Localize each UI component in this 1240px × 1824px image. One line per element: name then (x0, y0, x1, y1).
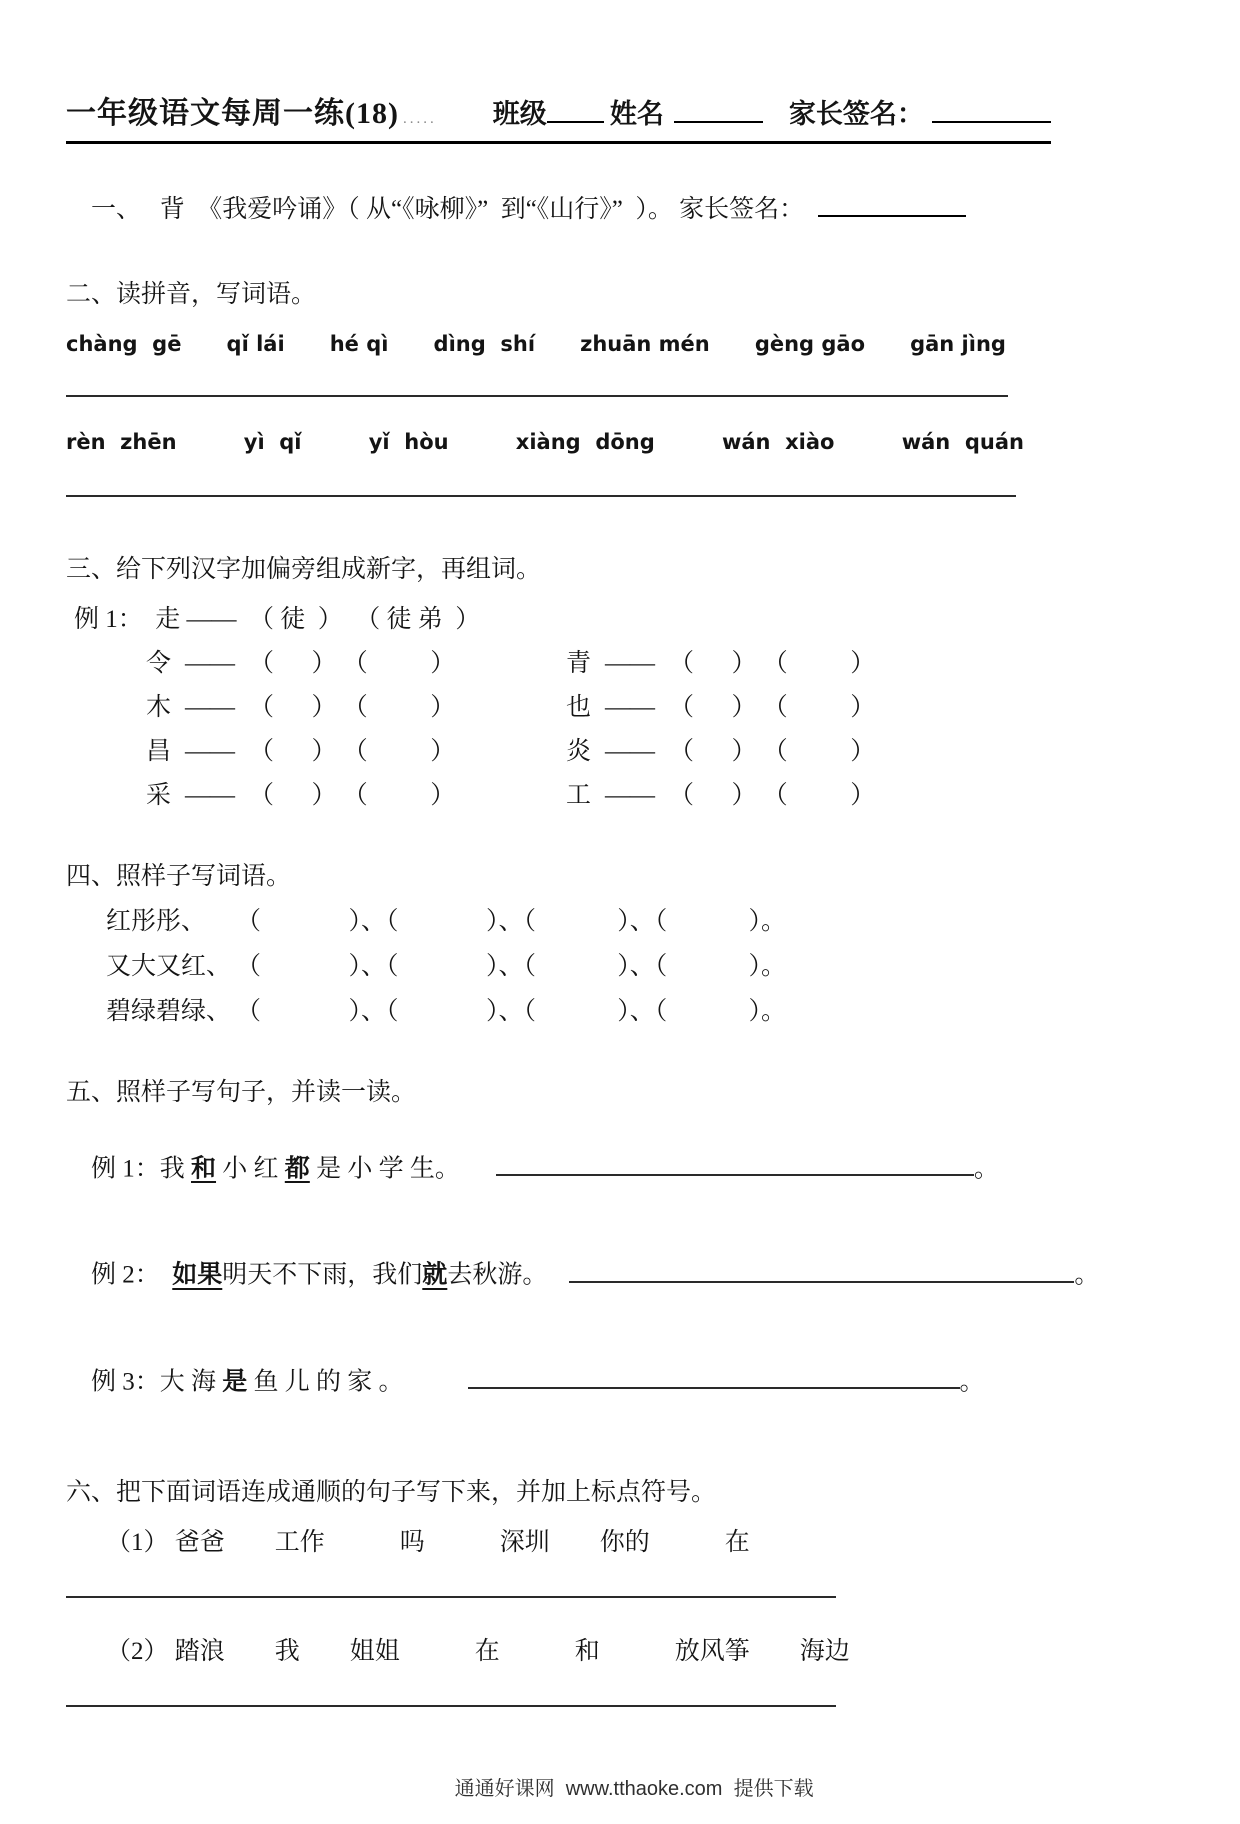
word-pattern-row (106, 952, 1180, 982)
char-cell-left (146, 781, 566, 811)
pinyin-word: wán quán (901, 429, 1024, 454)
section-3-example: 例 1： 走 —— （ 徒 ） （ 徒 弟 ） (74, 605, 481, 633)
sentence-example-3 (66, 1335, 1180, 1428)
period: 。 (1074, 1261, 1100, 1289)
arrow-dash: —— (185, 737, 236, 765)
word-list-2: （2） 踏浪 我 姐姐 在 和 放风筝 海边 (106, 1638, 850, 1666)
sentence-blank (496, 1152, 974, 1177)
title-dots: ..... (402, 111, 437, 127)
char-cell-left (146, 737, 566, 767)
arrow-dash: —— (185, 693, 236, 721)
arrow-dash: —— (605, 737, 656, 765)
sentence-text: 小 红 (216, 1155, 285, 1183)
name-blank (674, 97, 763, 123)
answer-line-2 (66, 495, 1016, 497)
blank-parens-short: （ ） (249, 781, 337, 809)
section-5-heading: 五、照样子写句子，并读一读。 (66, 1078, 417, 1106)
pinyin-word: gèng gāo (754, 331, 866, 356)
pattern-word: 又大又红、 (106, 952, 232, 980)
arrow-dash: —— (605, 693, 656, 721)
write-line-2 (66, 1705, 836, 1707)
sentence-example-2 (66, 1228, 1180, 1321)
word-pattern-row (106, 997, 1180, 1027)
base-char: 炎 (566, 737, 592, 765)
name-label: 姓名 (609, 99, 664, 129)
keyword: 就 (422, 1261, 448, 1289)
pinyin-word: dìng shí (433, 331, 536, 356)
base-char: 采 (146, 781, 172, 809)
blank-parens-long: （ ） (756, 781, 876, 809)
class-blank (547, 97, 604, 123)
blank-parens-short: （ ） (669, 737, 757, 765)
section-3-heading: 三、给下列汉字加偏旁组成新字，再组词。 (66, 555, 542, 583)
base-char: 令 (146, 649, 172, 677)
word-list-1: （1） 爸爸 工作 吗 深圳 你的 在 (106, 1529, 750, 1557)
sentence-text: 例 1：我 (91, 1155, 192, 1183)
sentence-blank (468, 1365, 960, 1390)
pinyin-word: xiàng dōng (515, 429, 655, 454)
pattern-blanks: （ ）、（ ）、（ ）、（ ）。 (236, 952, 787, 980)
section-4-heading: 四、照样子写词语。 (66, 862, 292, 890)
blank-parens-short: （ ） (669, 649, 757, 677)
base-char: 木 (146, 693, 172, 721)
pattern-blanks: （ ）、（ ）、（ ）、（ ）。 (236, 997, 787, 1025)
class-label: 班级 (492, 99, 547, 129)
char-row (146, 649, 1180, 679)
base-char: 青 (566, 649, 592, 677)
pinyin-word: gān jìng (910, 331, 1006, 356)
period: 。 (959, 1368, 985, 1396)
pattern-blanks: （ ）、（ ）、（ ）、（ ）。 (236, 907, 787, 935)
blank-parens-short: （ ） (249, 693, 337, 721)
section-1-text: 一、 背 《我爱吟诵》（ 从“《咏柳》” 到“《山行》” ）。 家长签名： (91, 195, 805, 223)
pinyin-word: zhuān mén (580, 331, 710, 356)
blank-parens-long: （ ） (336, 693, 456, 721)
blank-parens-long: （ ） (336, 781, 456, 809)
char-cell-right (566, 693, 875, 723)
sentence-text: 去秋游。 (447, 1261, 548, 1289)
pinyin-word: yì qǐ (243, 429, 302, 454)
parent-sign-label: 家长签名： (788, 99, 924, 129)
arrow-dash: —— (185, 649, 236, 677)
blank-parens-long: （ ） (756, 737, 876, 765)
pinyin-row-1 (66, 331, 1006, 357)
blank-parens-long: （ ） (336, 737, 456, 765)
section-1-line (66, 161, 1180, 255)
keyword: 都 (284, 1155, 310, 1183)
base-char: 也 (566, 693, 592, 721)
base-char: 昌 (146, 737, 172, 765)
pinyin-word: wán xiào (721, 429, 835, 454)
pinyin-word: chàng gē (66, 331, 182, 356)
sentence-text: 例 3：大 海 (91, 1368, 223, 1396)
footer (66, 1749, 1180, 1824)
section-2-heading: 二、读拼音，写词语。 (66, 280, 317, 308)
char-row (146, 781, 1180, 811)
blank-parens-long: （ ） (756, 693, 876, 721)
keyword: 是 (222, 1368, 248, 1396)
pinyin-word: yǐ hòu (368, 429, 449, 454)
char-cell-left (146, 693, 566, 723)
pinyin-word: qǐ lái (226, 331, 285, 356)
char-cell-left (146, 649, 566, 679)
pattern-word: 红彤彤、 (106, 907, 207, 935)
parent-sign-blank (932, 97, 1051, 123)
blank-parens-long: （ ） (756, 649, 876, 677)
word-pattern-row (106, 907, 1180, 937)
pattern-word: 碧绿碧绿、 (106, 997, 232, 1025)
arrow-dash: —— (605, 781, 656, 809)
page-title: 一年级语文每周一练(18) (66, 97, 399, 130)
parent-sign-blank-2 (818, 191, 966, 217)
sentence-blank (569, 1258, 1074, 1283)
arrow-dash: —— (605, 649, 656, 677)
section-6-heading: 六、把下面词语连成通顺的句子写下来，并加上标点符号。 (66, 1479, 717, 1507)
keyword: 如果 (172, 1261, 223, 1289)
sentence-text: 鱼 儿 的 家 。 (247, 1368, 404, 1396)
char-row (146, 693, 1180, 723)
char-cell-right (566, 649, 875, 679)
sentence-example-1 (66, 1122, 1180, 1215)
pinyin-word: rèn zhēn (66, 429, 177, 454)
char-cell-right (566, 737, 875, 767)
pinyin-word: hé qì (329, 331, 389, 356)
blank-parens-long: （ ） (336, 649, 456, 677)
footer-text: 通通好课网 www.tthaoke.com 提供下载 (454, 1778, 814, 1801)
arrow-dash: —— (185, 781, 236, 809)
keyword: 和 (191, 1155, 217, 1183)
blank-parens-short: （ ） (669, 781, 757, 809)
worksheet-header (66, 88, 1051, 144)
pinyin-row-2 (66, 429, 1024, 455)
period: 。 (973, 1155, 999, 1183)
answer-line-1 (66, 395, 1008, 397)
sentence-text: 例 2： (91, 1261, 173, 1289)
sentence-text: 是 小 学 生。 (309, 1155, 460, 1183)
char-cell-right (566, 781, 875, 811)
sentence-text: 明天不下雨，我们 (222, 1261, 423, 1289)
base-char: 工 (566, 781, 592, 809)
write-line-1 (66, 1596, 836, 1598)
blank-parens-short: （ ） (669, 693, 757, 721)
char-row (146, 737, 1180, 767)
blank-parens-short: （ ） (249, 737, 337, 765)
blank-parens-short: （ ） (249, 649, 337, 677)
